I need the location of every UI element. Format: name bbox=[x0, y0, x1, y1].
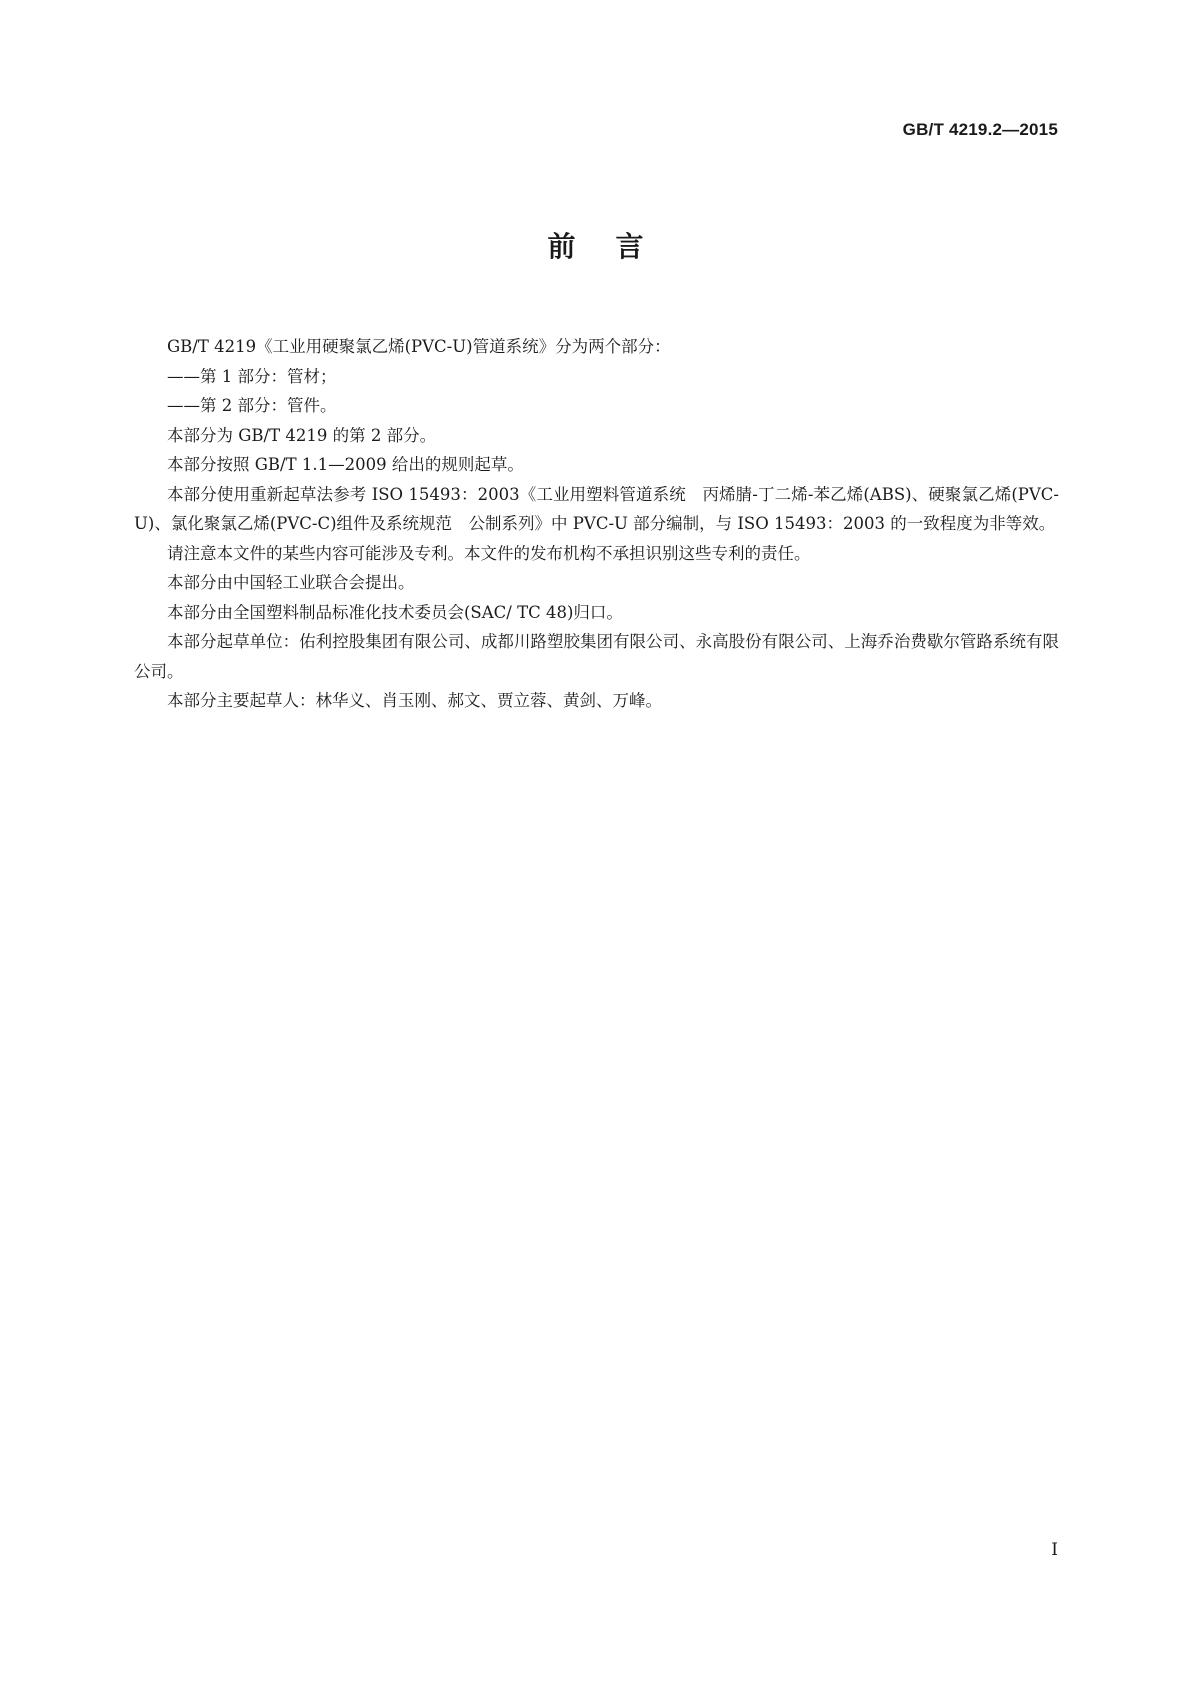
page-title: 前言 bbox=[547, 230, 684, 263]
standard-number: GB/T 4219.2—2015 bbox=[902, 120, 1058, 139]
paragraph-patent-notice: 请注意本文件的某些内容可能涉及专利。本文件的发布机构不承担识别这些专利的责任。 bbox=[167, 543, 811, 563]
paragraph-reference: 本部分使用重新起草法参考 ISO 15493：2003《工业用塑料管道系统 丙烯腈-丁二烯-苯乙烯(ABS)、硬聚氯乙烯(PVC-U)、氯化聚氯乙烯(PVC-C)组件及系统规范 公制系列》中 PVC-U 部分编制，与 ISO 15493：2003 的一致程度为非等效。 bbox=[134, 484, 1059, 533]
paragraph-scope: 本部分为 GB/T 4219 的第 2 部分。 bbox=[167, 425, 437, 445]
paragraph-drafting-units: 本部分起草单位：佑利控股集团有限公司、成都川路塑胶集团有限公司、永高股份有限公司、上海乔治费歇尔管路系统有限公司。 bbox=[134, 632, 1059, 681]
paragraph-drafters: 本部分主要起草人：林华义、肖玉刚、郝文、贾立蓉、黄剑、万峰。 bbox=[167, 691, 662, 710]
foreword-body bbox=[134, 332, 1059, 716]
paragraph-intro: GB/T 4219《工业用硬聚氯乙烯(PVC-U)管道系统》分为两个部分： bbox=[167, 337, 671, 356]
paragraph-proposer: 本部分由中国轻工业联合会提出。 bbox=[167, 573, 415, 592]
paragraph-committee: 本部分由全国塑料制品标准化技术委员会(SAC/ TC 48)归口。 bbox=[167, 602, 623, 622]
paragraph-drafting-rules: 本部分按照 GB/T 1.1—2009 给出的规则起草。 bbox=[167, 455, 524, 474]
list-item-part2: ——第 2 部分：管件。 bbox=[167, 396, 337, 415]
page-number: I bbox=[1051, 1540, 1058, 1560]
list-item-part1: ——第 1 部分：管材； bbox=[167, 366, 337, 386]
